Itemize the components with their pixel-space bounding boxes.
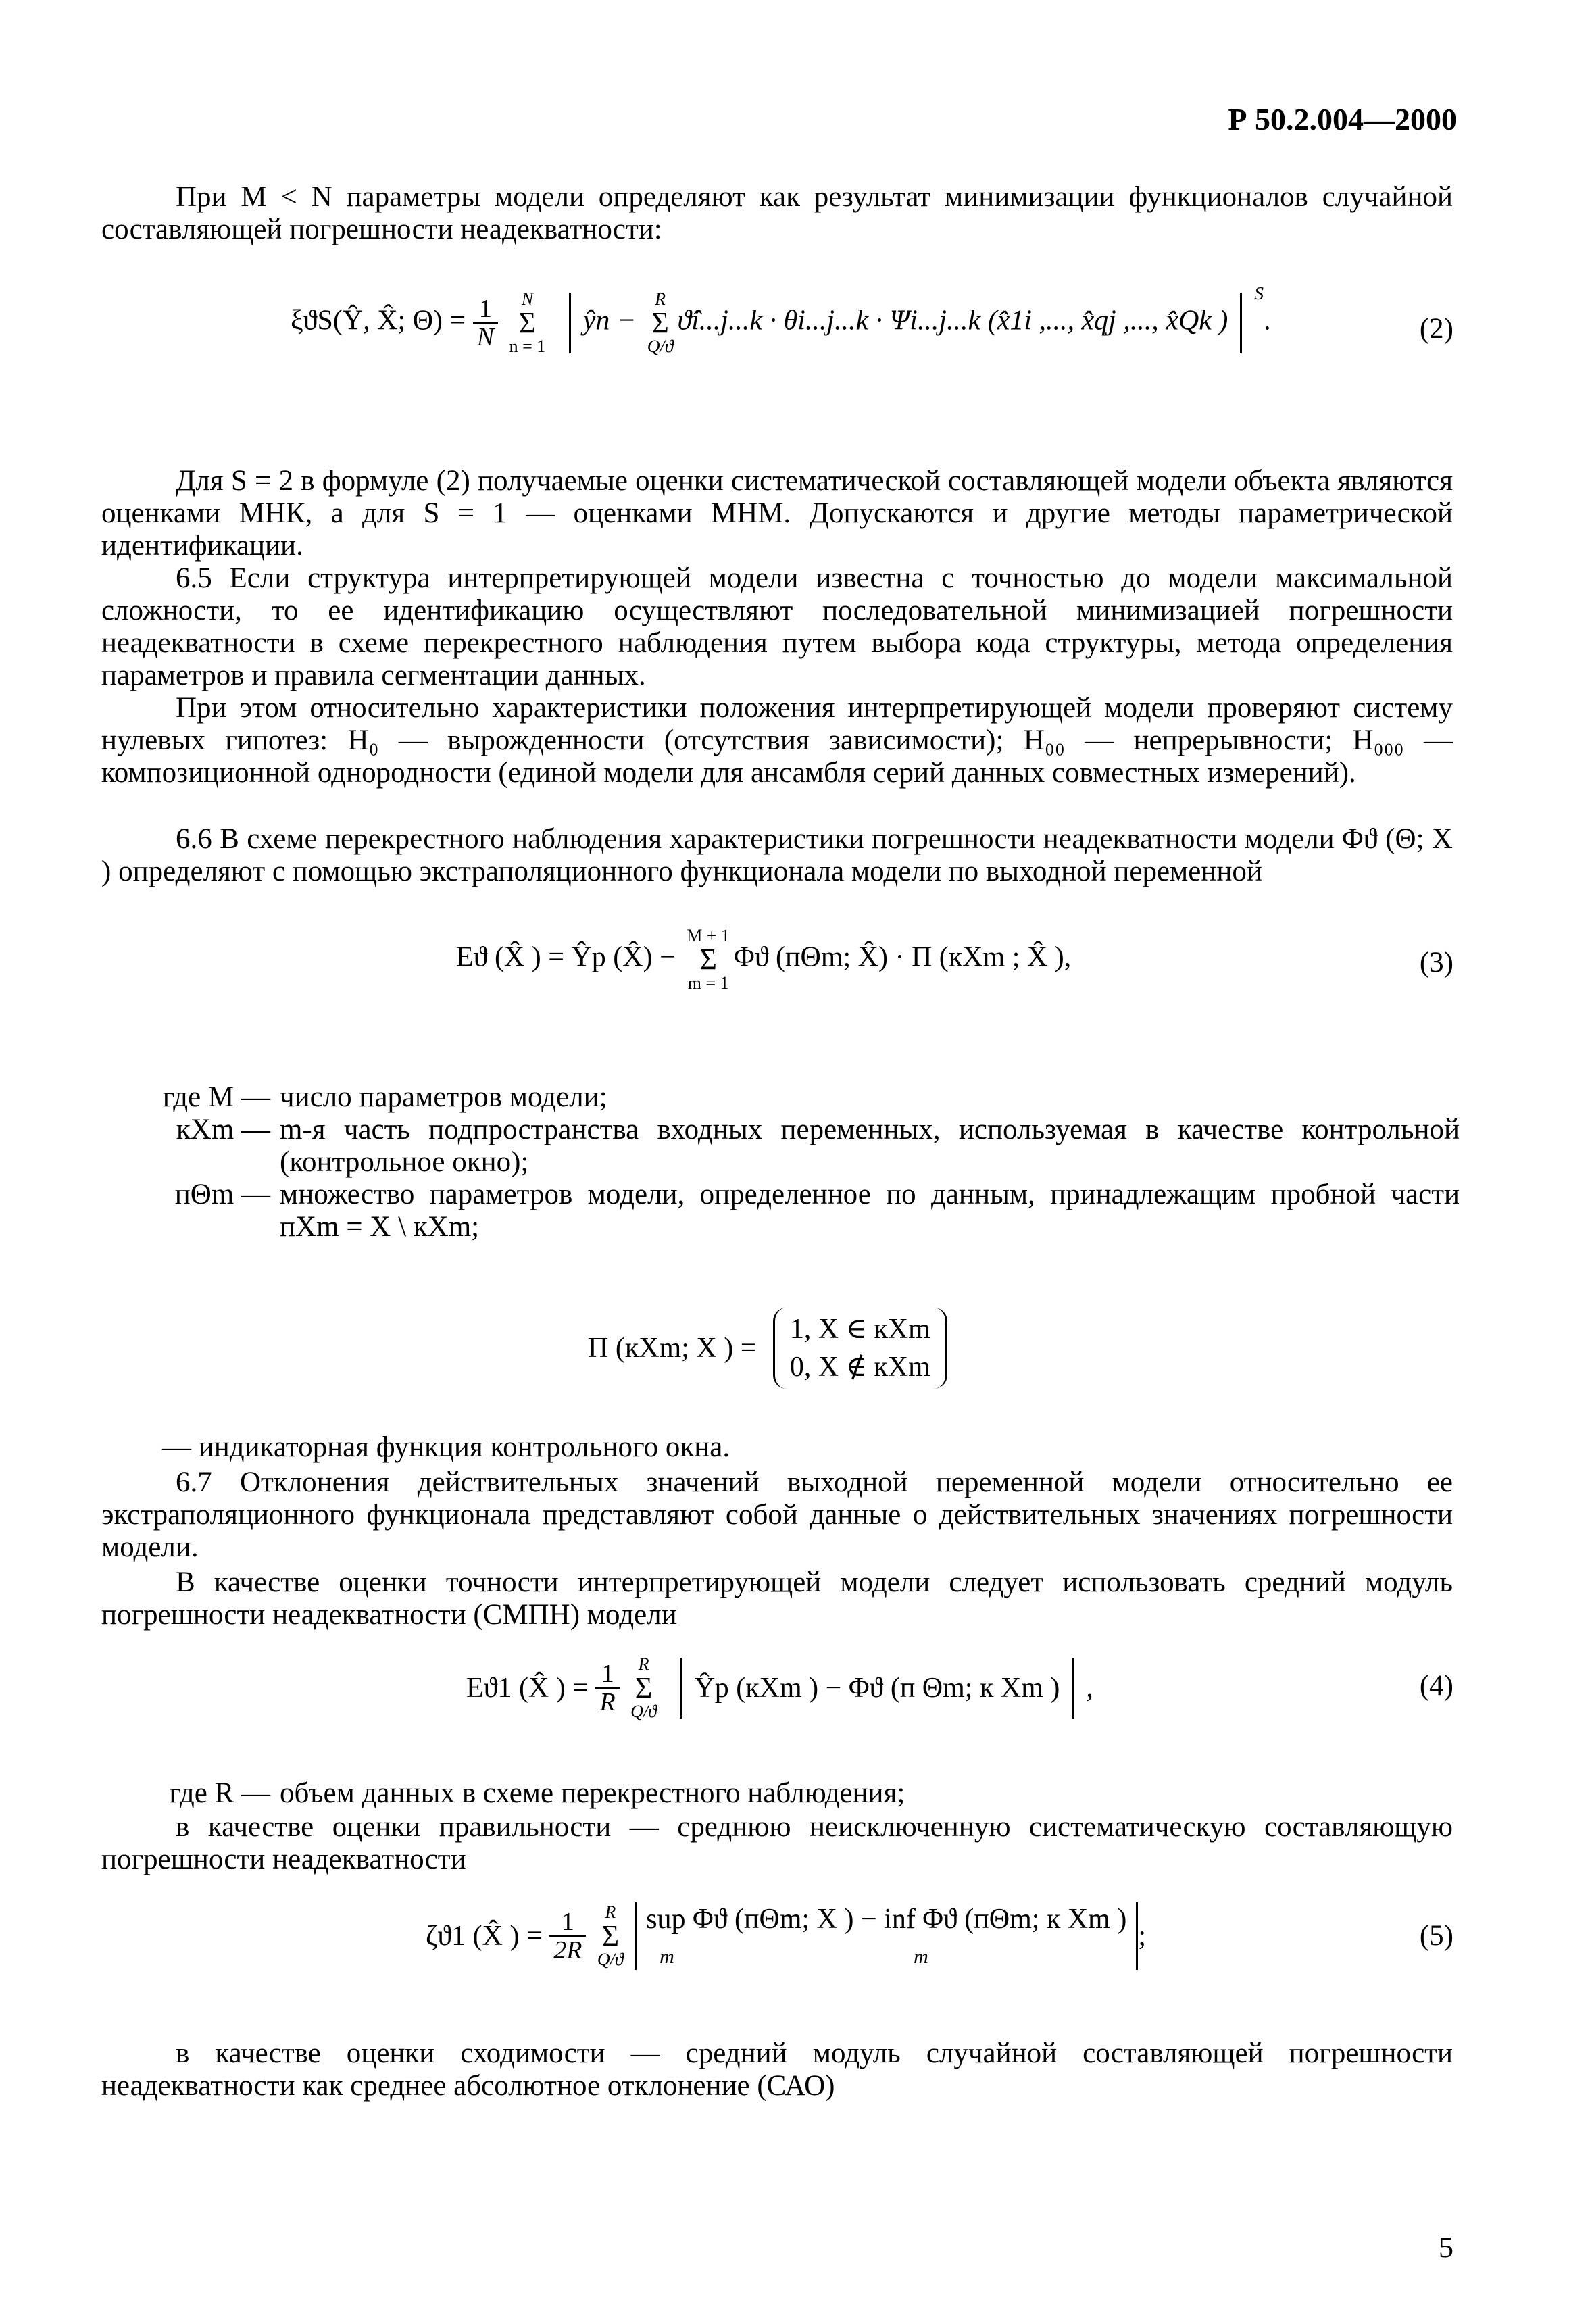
- definition-row: [101, 1114, 1460, 1179]
- definition-term: где M —: [162, 1081, 270, 1113]
- formula-2-fraction: $\frac{1}{N}$: [473, 295, 498, 351]
- definition-row: [101, 1081, 1460, 1114]
- formula-2: ξϑS(Ŷ, X̂; Θ) = $\frac{1}{N}$ N Σ n = 1 ŷn − R Σ Q/ϑϑ̂i...j...k · θi...j...k · Ψi...j...k (x̂1i ,..., x̂qj ,..., x̂Qk )$^S$.: [291, 282, 1271, 356]
- formula-5-fraction: $\frac{1}{2R}$: [549, 1908, 586, 1964]
- paragraph-correctness: в качестве оценки правильности — среднюю неисключенную систематическую составляющую погрешности неадекватности: [101, 1811, 1453, 1875]
- paragraph-s-methods: Для S = 2 в формуле (2) получаемые оценки систематической составляющей модели объекта являются оценками МНК, а для S = 1 — оценками МНМ. Допускаются и другие методы параметрической идентификации.: [101, 465, 1453, 562]
- formula-5-sum: R Σ Q/ϑ: [597, 1902, 624, 1969]
- definition-term: пΘm —: [174, 1179, 270, 1210]
- definitions-list: [101, 1081, 1460, 1243]
- paragraph-hypotheses: При этом относительно характеристики положения интерпретирующей модели проверяют систему нулевых гипотез: H₀ — вырожденности (отсутствия зависимости); H₀₀ — непрерывности; H₀₀₀ — композиционной однородности (единой модели для ансамбля серий данных совместных измерений).: [101, 692, 1453, 789]
- definition-term: кXm —: [176, 1114, 270, 1145]
- formula-2-number: (2): [1419, 313, 1453, 345]
- paragraph-6-6: 6.6 В схеме перекрестного наблюдения характеристики погрешности неадекватности модели Φϑ (Θ; X ) определяют с помощью экстраполяционного функционала модели по выходной переменной: [101, 823, 1453, 887]
- formula-5: ζϑ1 (X̂ ) = $\frac{1}{2R}$ R Σ Q/ϑ sup Φϑ (пΘm; X ) − inf Φϑ (пΘm; к Xm ) m m ;: [426, 1902, 1146, 1969]
- formula-indicator: Π (кXm; X ) = 1, X ∈ кXm 0, X ∉ кXm: [588, 1308, 947, 1389]
- page-number: 5: [1439, 2231, 1453, 2264]
- formula-2-sum-r: R Σ Q/ϑ: [647, 289, 674, 356]
- formula-4: Eϑ1 (X̂ ) = $\frac{1}{R}$ R Σ Q/ϑ Ŷp (кXm ) − Φϑ (п Θm; к Xm ) ,: [466, 1654, 1093, 1721]
- paragraph-convergence: в качестве оценки сходимости — средний модуль случайной составляющей погрешности неадекватности как среднее абсолютное отклонение (САО): [101, 2037, 1453, 2102]
- document-code: Р 50.2.004—2000: [1228, 102, 1457, 137]
- formula-3-sum: M + 1 Σ m = 1: [687, 926, 730, 993]
- definition-r: [101, 1777, 1460, 1810]
- formula-3: Eϑ (X̂ ) = Ŷp (X̂) − M + 1 Σ m = 1Φϑ (пΘm; X̂) · Π (кXm ; X̂ ),: [456, 926, 1072, 993]
- formula-2-lhs: ξϑS(Ŷ, X̂; Θ) =: [291, 305, 466, 337]
- formula-5-number: (5): [1419, 1920, 1453, 1952]
- paragraph-indicator-desc: — индикаторная функция контрольного окна.: [162, 1431, 730, 1463]
- definition-term: где R —: [169, 1777, 270, 1809]
- formula-4-sum: R Σ Q/ϑ: [630, 1654, 657, 1721]
- formula-4-number: (4): [1419, 1670, 1453, 1702]
- paragraph-6-7: 6.7 Отклонения действительных значений выходной переменной модели относительно ее экстраполяционного функционала представляют собой данные о действительных значениях погрешности модели.: [101, 1466, 1453, 1563]
- definition-desc: множество параметров модели, определенное по данным, принадлежащим пробной части пXm = X \ кXm;: [280, 1179, 1460, 1243]
- formula-2-sum-n: N Σ n = 1: [509, 289, 546, 356]
- paragraph-6-5: 6.5 Если структура интерпретирующей модели известна с точностью до модели максимальной сложности, то ее идентификацию осуществляют последовательной минимизацией погрешности неадекватности в схеме перекрестного наблюдения путем выбора кода структуры, метода определения параметров и правила сегментации данных.: [101, 562, 1453, 691]
- paragraph-intro: При M < N параметры модели определяют как результат минимизации функционалов случайной составляющей погрешности неадекватности:: [101, 181, 1453, 245]
- formula-4-fraction: $\frac{1}{R}$: [595, 1660, 619, 1716]
- formula-3-number: (3): [1419, 947, 1453, 979]
- definition-row: [101, 1179, 1460, 1243]
- definition-desc: число параметров модели;: [280, 1081, 607, 1113]
- paragraph-accuracy: В качестве оценки точности интерпретирующей модели следует использовать средний модуль погрешности неадекватности (СМПН) модели: [101, 1566, 1453, 1631]
- definition-desc: m-я часть подпространства входных переменных, используемая в качестве контрольной (контрольное окно);: [280, 1114, 1460, 1178]
- definition-desc: объем данных в схеме перекрестного наблюдения;: [280, 1777, 905, 1809]
